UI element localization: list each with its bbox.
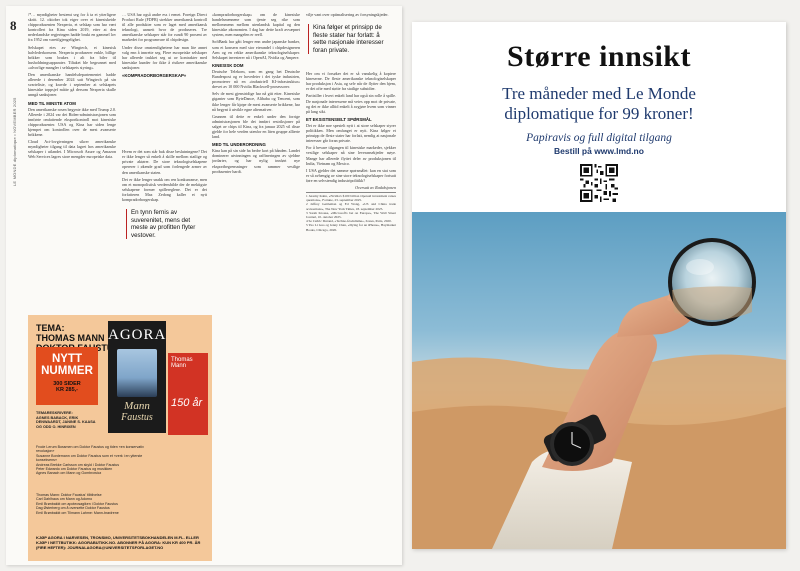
- price: KR 285,-: [55, 387, 78, 393]
- footnote: 2 Jeffrey Gettleman og Ed Wong, «US and China trade accusations», The New York Times, 18. september 2025.: [306, 202, 396, 211]
- paragraph: Under disse omstendighetene har man lite annet valg enn å innrette seg. Flere europeiske selskaper har allerede trukket seg ut av kontrakter med kinesiske kunder for ikke å risikere amerikanske sanksjoner.: [122, 44, 207, 70]
- thomas-mann-book-cover: [168, 353, 208, 435]
- agora-logo: AGORA: [108, 327, 167, 343]
- subtitle-line: diplomatique for 99 kroner!: [504, 104, 694, 123]
- pullquote: Kina følger et prinsipp de fleste stater har forlatt: å sette nasjonale interesser foran private.: [308, 24, 394, 54]
- paragraph: Det er ikke noe spesielt nytt i at store selskaper styrer politikken. Men omfanget er nytt. Kina følger et prinsipp de fleste stater har forlatt, nemlig at nasjonale interesser går foran private.: [306, 122, 396, 144]
- list-item: Thomas Mann: Doktor Faustus' tilblivelse: [36, 493, 102, 497]
- pullquote: En tynn fernis av suverenitet, mens det meste av profitten flyter vestover.: [126, 209, 204, 239]
- paragraph: Cloud Act-lovgivningen sikrer amerikanske myndigheter tilgang til data lagret hos amerikanske selskaper i utlandet. I Microsoft Azure og Amazon Web Services lagres store mengder europeiske data.: [28, 139, 116, 160]
- section-heading: MED TIL UNDERORDNING: [212, 142, 266, 148]
- magnifying-lens-icon: [668, 238, 756, 326]
- subtitle-line: Tre måneder med Le Monde: [502, 84, 696, 103]
- footnote: 4 Se Cédric Durand, «Techno-féodalisme», Zones, Paris, 2020.: [306, 219, 392, 224]
- badge-line: NYTT: [51, 353, 83, 365]
- ad-purchase-info: KJØP AGORA I NARVESEN, TRONSMO, UNIVERSITETSBOKHANDELEN M.FL. ELLER KJØP I NETTBUTIKK: AGORABUTIKK.NO. ABONNER PÅ AGORA: KUN KR 400 PR. ÅR (FIRE HEFTER): JOURNALAGORA@UNIVERSITETSFORLAGET.NO: [36, 535, 201, 550]
- paragraph: I USA gjelder det samme spørsmålet: kan en stat som er så avhengig av sine store teknologiselskaper fortsatt føre en selvstendig industripolitikk?: [306, 167, 396, 183]
- cover-title-mann: Mann: [124, 400, 150, 412]
- authors-list: AGNES BABACK, ERIK DENWAARDT, JANINE S. KAASA OG ODD O. HINRIXEN: [36, 415, 96, 429]
- section-heading: MED TIL MINSTE ATOM: [28, 100, 76, 106]
- paragraph: Den amerikanske rosen begynte ikke med Trump 2.0. Allerede i 2024 var det Biden-administrasjonen som innførte omfattende eksportkontroll mot kinesiske chipprodusenter. USA og Kina har siden lenge kjempet om kontrollen over de mest avanserte brikkene.: [28, 106, 116, 138]
- section-heading: KINESISK DOM: [212, 62, 244, 68]
- paragraph: Selskapet eies av Wingtech, et kinesisk halvlederkonsern. Nexperia produserer enkle, billige brikker som brukes i alt fra biler til husholdningsapparater. Tiltaket ble begrunnet med «alvorlige mangler i selskapets styring».: [28, 44, 116, 70]
- paragraph: Hvem er det som står bak disse beslutningene? Det er ikke lenger så enkelt å skille mellom statlige og private aktører. De store teknologiselskapene opererer i økende grad som forlengede armer av den amerikanske staten.: [122, 149, 207, 175]
- list-item: Emil Brønbakkt om apoteosagiken i Doktor Faustus: [36, 501, 118, 506]
- book2-label: Thomas Mann: [171, 357, 193, 369]
- running-head: LE MONDE diplomatique • NOVEMBER 2025: [12, 97, 17, 186]
- qr-code-icon[interactable]: [580, 164, 618, 202]
- paragraph: Kina kan på sin side ha bedre kort på hånden. Landet dominerer utvinningen og raffineringen av sjeldne jordarter, og har nylig innført nye eksportbegrensninger som rammer vestlige produsenter hardt.: [212, 148, 300, 174]
- article-column-3: [212, 12, 300, 565]
- left-page: [6, 6, 402, 565]
- hand-holding-lens-photo: [412, 212, 786, 549]
- ad-contents-list: [36, 445, 156, 476]
- paragraph: Partisiller i hvert enkelt land har også sin rolle å spille. De nasjonale interessene må veies opp mot de private, og det er ikke alltid enkelt å avgjøre hvem som vinner på lang sikt.: [306, 93, 396, 114]
- list-item: Carl Dahlhaus om Mann og Adorno: [36, 497, 93, 502]
- ad-authors: [36, 411, 102, 429]
- list-item: Andreas Brekke Carlsson om skyld i Doktor Faustus: [36, 462, 120, 467]
- page-number: 8: [10, 18, 17, 33]
- paragraph: Her om vi forsøker det er så vanskelig å kopiere kineserne. De fleste amerikanske teknologiselskaper har produksjon i Asia, og selv når de flytter den hjem, er det ofte med støtte fra statlige subsidier.: [306, 71, 396, 92]
- ad-title: Større innsikt: [507, 40, 691, 73]
- order-link[interactable]: Bestill på www.lmd.no: [554, 146, 644, 156]
- page-count: 300 SIDER: [53, 381, 81, 387]
- paragraph: vilje vant over optimalisering av forsyningskjeder.: [306, 12, 389, 17]
- right-page-subscription-ad[interactable]: [412, 22, 786, 549]
- list-item: Emil Brønbakkt om Tilmann Lahme: Mann-brødrene: [36, 510, 119, 515]
- section-heading: «KOMPRADORBORGERSKAP»: [122, 73, 187, 79]
- paragraph: SoftBank har gått lenger enn andre japanske banker, som et konsern med stor eierandel i chipdesigneren Arm og en rekke amerikanske teknologiselskaper. Selskapet investerer nå i OpenAI, Nvidia og Ampere.: [212, 39, 300, 60]
- paragraph: «kompradorborgerskap» om de kinesiske handelsmennene som tjente seg rike som mellommenn mellom utenlandsk kapital og den kinesiske økonomien. I dag har dette kraft avvæpnet system, men mangelen er reell.: [212, 12, 300, 38]
- paragraph: For å bevare tilgangen til kinesiske markeder, sjekker vestlige selskaper nå sine leveransekjeder nøye. Mange har allerede flyttet deler av produksjonen til India, Vietnam og Mexico.: [306, 145, 396, 166]
- pullquote-spacer: [122, 79, 207, 149]
- new-issue-badge: [36, 347, 98, 405]
- paragraph: Deutsche Telekom, som en gang het Deutsche Bundespost og er hovedeier i det tyske industrien, promoterer nå en «industriell KI-infrastruktur» drevet av 10 000 Nvidia Blackwell-prosessorer.: [212, 68, 300, 90]
- list-item: Peter Edwardo om Doktor Faustus og musikken: [36, 467, 113, 472]
- section-heading: ET EKSISTENSIELT SPØRSMÅL: [306, 116, 372, 122]
- photo-illustration: [412, 212, 786, 549]
- authors-heading: TEMARESKRIVERE:: [36, 411, 73, 415]
- list-item: Susanne Bordemann om Doktor Faustus som et «verk i en ytterste konsekvens»: [36, 453, 143, 463]
- translator-note: Oversatt av Redaksjonen: [355, 184, 396, 190]
- paragraph: Grunnen til dette er enkel: under den forrige administrasjonen ble det innført restriksjoner på salget av chips til Kina, og fra januar 2025 vil disse gjelde for hele verden utenfor en liten gruppe allierte land.: [212, 113, 300, 140]
- cover-portrait: [117, 349, 157, 397]
- ad-theme-label: TEMA:: [36, 323, 65, 333]
- badge-line: NUMMER: [41, 365, 93, 377]
- ad-tagline: Papiravis og full digital tilgang: [526, 132, 672, 144]
- paragraph: … USA har også andre ess i ermet. Foreign Direct Product Rule (FDPR) strekker amerikansk kontroll til alle produkter som er laget med amerikansk teknologi, uansett hvor de produseres. Tre amerikanske selskaper står for rundt 90 prosent av markedet for programvare til chipdesign.: [122, 12, 207, 43]
- paragraph: /*… myndigheter bestemt seg for å ta et ytterligere skritt. 12. oktober tok eiger over et kinesiskeide chipprodusenten Nexperia, et selskap som har vært kontrollert fra Kina siden 2019, etter at den nederlandske regjeringen hadde brukt en gammel lov fra 1952 om varetilgjengelighet.: [28, 12, 116, 43]
- agora-book-cover: [108, 321, 166, 433]
- paragraph: Den amerikanske handelsdepartementet hadde allerede i desember 2024 satt Wingtech på sin svarteliste, og kravde i september at selskapets kinesiske toppsjef måtte gå dersom Nexperia skulle unngå sanksjoner.: [28, 72, 116, 98]
- footnote: 3 Sarah Krouse, «Microsoft's bet on Europe», The Wall Street Journal, 10. oktober 2025.: [306, 210, 396, 220]
- list-item: Dag Østerberg om å oversette Doktor Faustus: [36, 506, 110, 511]
- article-column-1: [28, 12, 116, 314]
- footnotes: [306, 192, 396, 232]
- ad-theme-author: THOMAS MANN: [36, 333, 105, 343]
- book2-years: 150 år: [171, 397, 203, 409]
- footnote: 1 Jeremy Kahn, «Nvidia's $100 billion OpenAI investment raises questions», Fortune, 23. september 2025.: [306, 194, 396, 203]
- list-item: Agnes Banach om Mann og Gombrowicz: [36, 471, 102, 476]
- cover-title-faustus: Faustus: [121, 412, 153, 423]
- agora-advertisement[interactable]: [28, 315, 212, 561]
- footnote: 5 Yeo Li Guo og Jenny Chan, «Dying for an iPhone», Haymarket Books, Chicago, 2020.: [306, 223, 396, 232]
- list-item: Frode Lerum Bossmen om Doktor Faustus og tiden «en konservativ revolusjon»: [36, 445, 144, 454]
- paragraph: Selv de mest gjenstridige har nå gitt etter. Kinesiske giganter som ByteDance, Alibaba og Tencent, som ikke lenger får kjøpe de mest avanserte brikkene, har nå begynt å utvikle egne alternativer.: [212, 91, 300, 112]
- ad-theme-work: FAUSTUS: [77, 343, 120, 353]
- paragraph: Det er ikke lenger snakk om ren konkurranse, men om et monopolistisk verdensbilde der de mektigste selskapene former spillereglene. Det er det forfatteren Max Zedong kaller et nytt kompradorborgerskap.: [122, 176, 207, 202]
- ad-subtitle: [412, 84, 786, 124]
- article-column-4: [306, 12, 396, 565]
- ad-contents-list-2: [36, 493, 156, 515]
